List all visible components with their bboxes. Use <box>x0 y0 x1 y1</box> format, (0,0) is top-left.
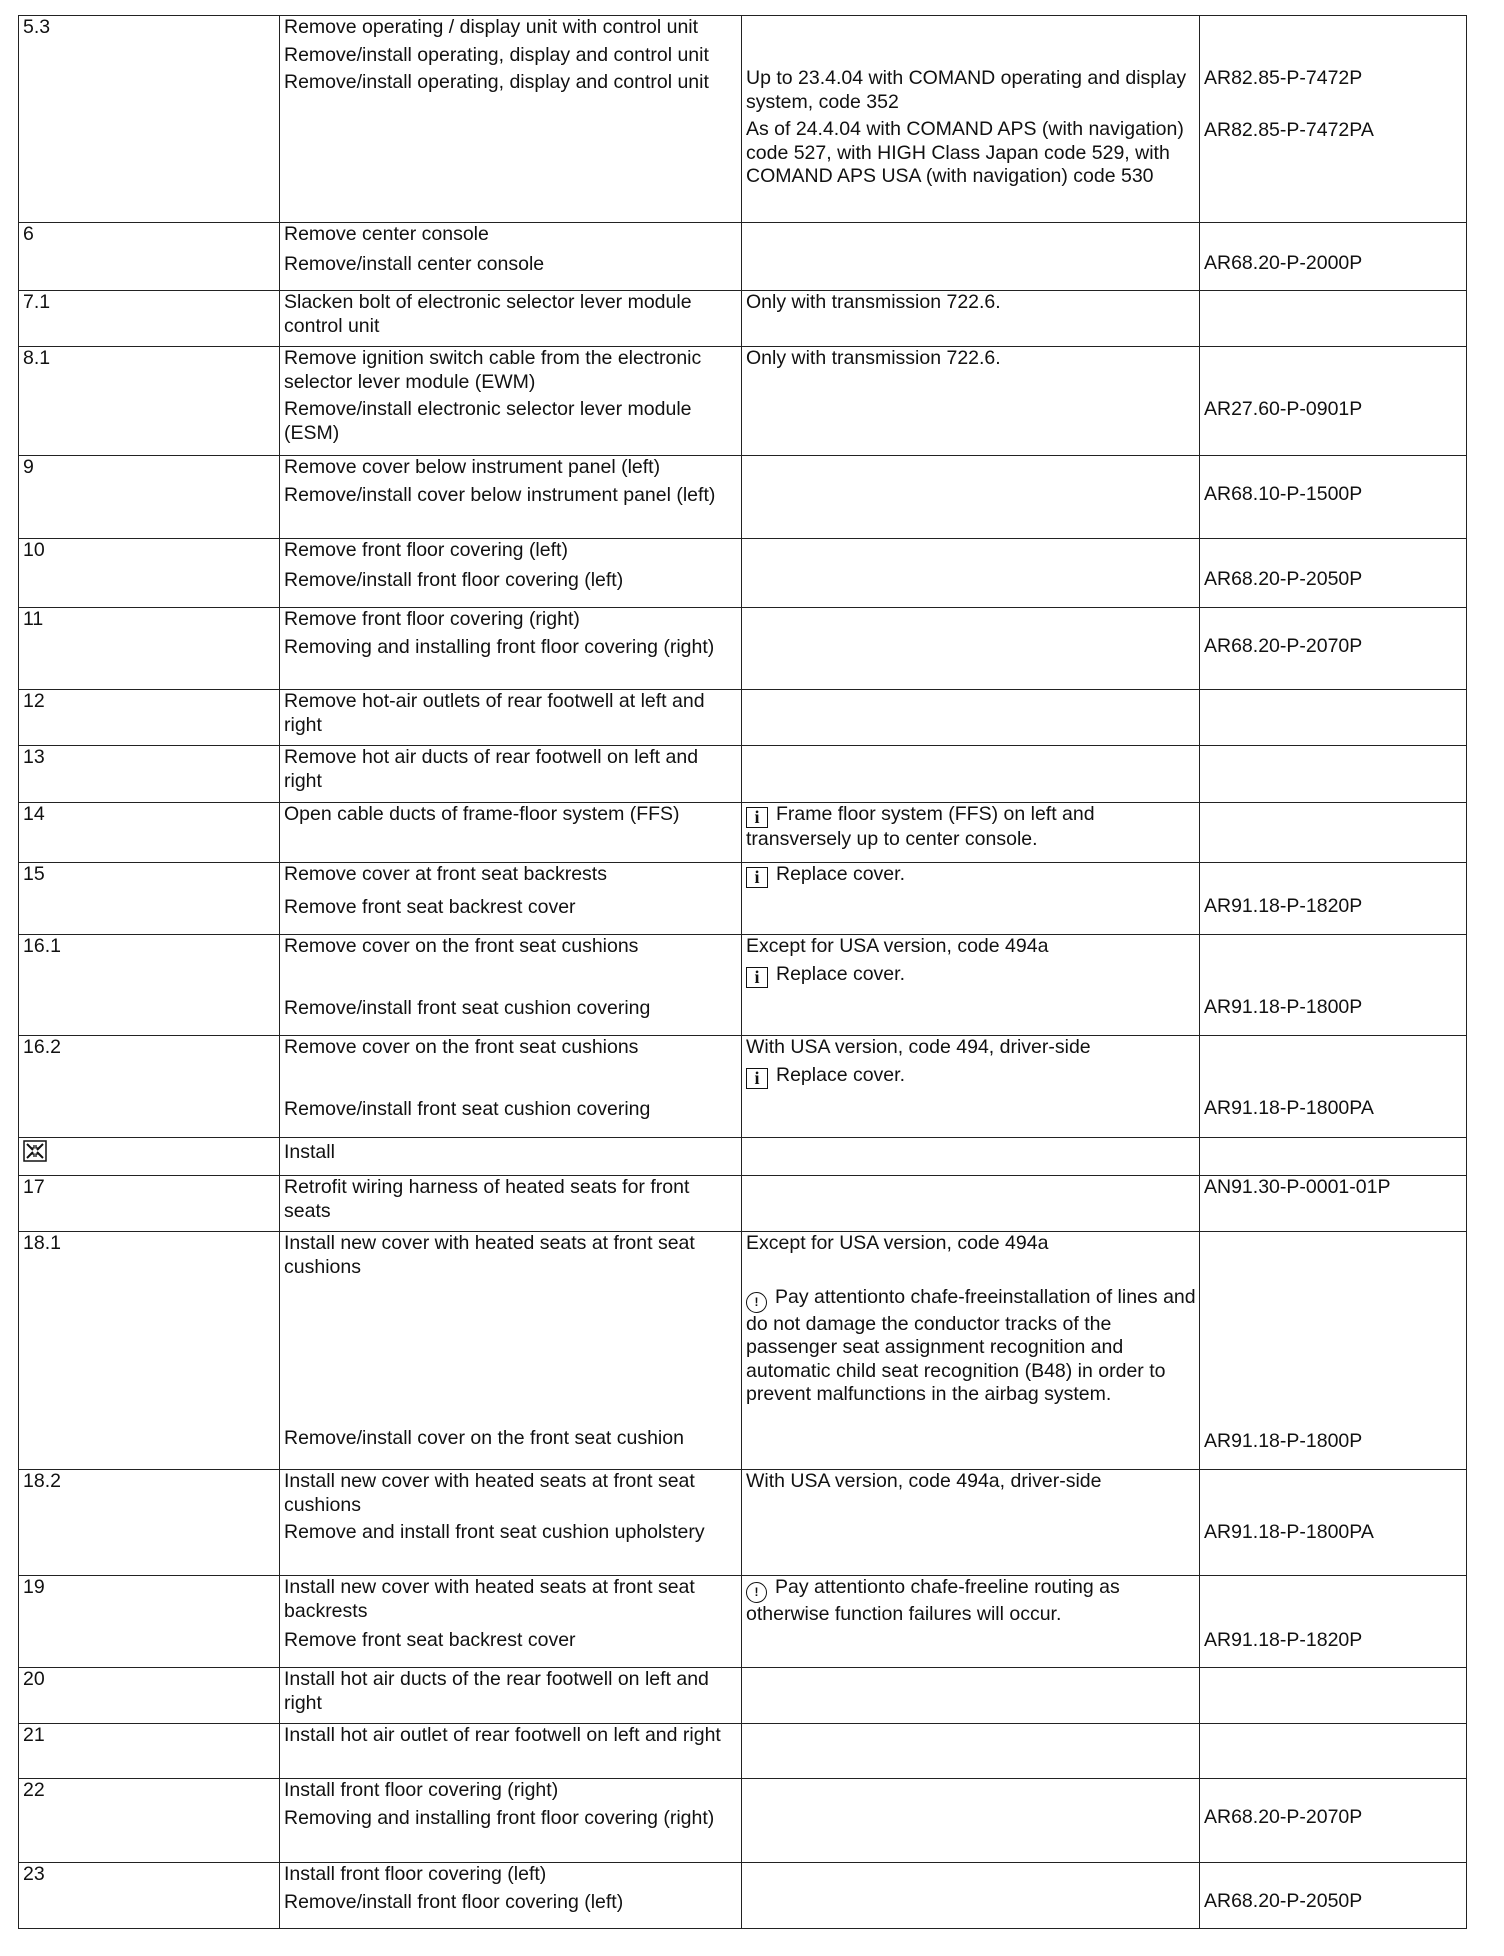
reference-cell <box>1200 539 1467 608</box>
step-number: 16.2 <box>23 1036 61 1058</box>
step-cell <box>19 1576 280 1668</box>
work-line: Remove/install center console <box>284 252 545 275</box>
work-line: Remove center console <box>284 223 489 245</box>
reference-cell <box>1200 935 1467 1036</box>
table-row <box>19 1470 1467 1576</box>
reference-cell <box>1200 1470 1467 1576</box>
work-line: Install hot air ducts of the rear footwell on left and right <box>284 1668 709 1714</box>
notes-cell <box>742 223 1200 291</box>
note-line: Up to 23.4.04 with COMAND operating and display system, code 352 <box>746 67 1187 113</box>
notes-cell <box>742 1668 1200 1724</box>
reference-cell <box>1200 803 1467 863</box>
work-line: Remove hot air ducts of rear footwell on left and right <box>284 746 699 792</box>
table-row <box>19 690 1467 746</box>
notes-cell <box>742 1232 1200 1470</box>
table-row <box>19 1036 1467 1138</box>
step-cell <box>19 690 280 746</box>
note-line: Only with transmission 722.6. <box>746 347 1001 369</box>
reference-cell <box>1200 608 1467 690</box>
document-reference: AR91.18-P-1800P <box>1204 1430 1363 1452</box>
work-line: Open cable ducts of frame-floor system (FFS) <box>284 803 680 825</box>
note-line: Replace cover. <box>776 863 905 885</box>
info-icon: i <box>746 807 768 828</box>
notes-cell <box>742 347 1200 456</box>
step-number: 19 <box>23 1576 45 1598</box>
step-cell <box>19 1779 280 1863</box>
step-number: 16.1 <box>23 935 61 957</box>
notes-cell <box>742 16 1200 223</box>
document-reference: AN91.30-P-0001-01P <box>1204 1176 1391 1198</box>
work-cell <box>280 1779 742 1863</box>
step-number: 9 <box>23 456 34 478</box>
step-cell <box>19 223 280 291</box>
work-line: Remove/install front floor covering (left) <box>284 1890 624 1913</box>
notes-cell <box>742 1576 1200 1668</box>
note-line: Pay attentionto chafe-freeline routing as otherwise function failures will occur. <box>746 1576 1120 1625</box>
work-line: Install new cover with heated seats at front seat backrests <box>284 1576 695 1622</box>
note-line: With USA version, code 494a, driver-side <box>746 1470 1102 1492</box>
work-line: Remove hot-air outlets of rear footwell at left and right <box>284 690 705 736</box>
notes-cell <box>742 1138 1200 1176</box>
document-reference: AR91.18-P-1820P <box>1204 895 1363 917</box>
table-row <box>19 1724 1467 1779</box>
notes-cell <box>742 291 1200 347</box>
work-line: Remove/install operating, display and control unit <box>284 43 709 66</box>
document-reference: AR68.20-P-2000P <box>1204 252 1363 274</box>
work-cell <box>280 608 742 690</box>
work-line: Install <box>284 1141 335 1163</box>
step-cell <box>19 746 280 803</box>
note-line: Except for USA version, code 494a <box>746 1232 1049 1254</box>
reference-cell <box>1200 16 1467 223</box>
step-number: 5.3 <box>23 16 51 38</box>
work-line: Slacken bolt of electronic selector lever module control unit <box>284 291 692 337</box>
step-number: 17 <box>23 1176 45 1198</box>
table-row <box>19 1668 1467 1724</box>
work-cell <box>280 223 742 291</box>
notes-cell <box>742 1036 1200 1138</box>
work-cell <box>280 1138 742 1176</box>
note-line: Pay attentionto chafe-freeinstallation of lines and do not damage the conductor tracks of the passenger seat assignment recognition and automatic child seat recognition (B48) in order to prevent malfunctions in the airbag system. <box>746 1285 1196 1405</box>
step-cell <box>19 291 280 347</box>
table-row <box>19 16 1467 223</box>
notes-cell <box>742 456 1200 539</box>
step-number: 15 <box>23 863 45 885</box>
step-cell <box>19 863 280 935</box>
document-reference: AR91.18-P-1800PA <box>1204 1097 1374 1119</box>
table-row <box>19 539 1467 608</box>
note-line: Except for USA version, code 494a <box>746 935 1049 957</box>
work-cell <box>280 803 742 863</box>
step-cell <box>19 1036 280 1138</box>
work-line: Remove front seat backrest cover <box>284 1629 576 1651</box>
document-reference: AR68.20-P-2070P <box>1204 635 1363 657</box>
note-line: Frame floor system (FFS) on left and transversely up to center console. <box>746 803 1095 850</box>
work-cell <box>280 1668 742 1724</box>
work-cell <box>280 1176 742 1232</box>
step-cell <box>19 1232 280 1470</box>
step-cell <box>19 539 280 608</box>
reference-cell <box>1200 223 1467 291</box>
install-icon <box>23 1140 47 1162</box>
note-line: Replace cover. <box>776 962 905 985</box>
table-row <box>19 456 1467 539</box>
document-reference: AR27.60-P-0901P <box>1204 398 1363 420</box>
document-reference: AR91.18-P-1820P <box>1204 1629 1363 1651</box>
step-cell <box>19 347 280 456</box>
document-reference: AR68.20-P-2050P <box>1204 1890 1363 1912</box>
notes-cell <box>742 1470 1200 1576</box>
reference-cell <box>1200 1668 1467 1724</box>
notes-cell <box>742 1863 1200 1929</box>
document-reference: AR82.85-P-7472P <box>1204 67 1363 89</box>
step-number: 22 <box>23 1779 45 1801</box>
work-line: Remove/install electronic selector lever module (ESM) <box>284 398 692 444</box>
document-reference: AR68.10-P-1500P <box>1204 483 1363 505</box>
work-line: Remove/install front seat cushion covering <box>284 1097 651 1120</box>
work-line: Install new cover with heated seats at front seat cushions <box>284 1470 695 1516</box>
notes-cell <box>742 608 1200 690</box>
work-cell <box>280 1470 742 1576</box>
work-line: Remove ignition switch cable from the electronic selector lever module (EWM) <box>284 347 702 393</box>
table-row <box>19 1576 1467 1668</box>
work-cell <box>280 935 742 1036</box>
reference-cell <box>1200 1176 1467 1232</box>
warning-icon: ! <box>746 1292 767 1313</box>
work-cell <box>280 1232 742 1470</box>
work-line: Remove cover at front seat backrests <box>284 863 607 885</box>
info-icon: i <box>746 1068 768 1089</box>
table-row <box>19 863 1467 935</box>
work-line: Remove operating / display unit with control unit <box>284 16 699 38</box>
notes-cell <box>742 863 1200 935</box>
reference-cell <box>1200 1863 1467 1929</box>
info-icon: i <box>746 867 768 888</box>
work-cell <box>280 291 742 347</box>
step-cell <box>19 1138 280 1176</box>
work-line: Remove/install operating, display and control unit <box>284 71 709 93</box>
reference-cell <box>1200 456 1467 539</box>
reference-cell <box>1200 1036 1467 1138</box>
notes-cell <box>742 690 1200 746</box>
work-cell <box>280 456 742 539</box>
reference-cell <box>1200 1232 1467 1470</box>
table-row <box>19 935 1467 1036</box>
work-cell <box>280 746 742 803</box>
work-cell <box>280 347 742 456</box>
work-cell <box>280 1036 742 1138</box>
warning-icon: ! <box>746 1582 767 1603</box>
work-line: Remove and install front seat cushion upholstery <box>284 1521 705 1543</box>
note-line: Only with transmission 722.6. <box>746 291 1001 313</box>
work-line: Remove/install cover on the front seat cushion <box>284 1427 684 1449</box>
table-row <box>19 1176 1467 1232</box>
notes-cell <box>742 935 1200 1036</box>
step-number: 20 <box>23 1668 45 1690</box>
work-cell <box>280 16 742 223</box>
step-cell <box>19 1724 280 1779</box>
reference-cell <box>1200 863 1467 935</box>
work-line: Remove cover on the front seat cushions <box>284 1036 639 1058</box>
reference-cell <box>1200 1138 1467 1176</box>
step-cell <box>19 16 280 223</box>
notes-cell <box>742 746 1200 803</box>
step-number: 21 <box>23 1724 45 1746</box>
step-number: 6 <box>23 223 34 245</box>
reference-cell <box>1200 347 1467 456</box>
step-number: 12 <box>23 690 45 712</box>
step-cell <box>19 803 280 863</box>
work-line: Remove front floor covering (left) <box>284 539 568 561</box>
work-cell <box>280 1724 742 1779</box>
table-row <box>19 608 1467 690</box>
notes-cell <box>742 803 1200 863</box>
table-row <box>19 746 1467 803</box>
table-row <box>19 223 1467 291</box>
work-line: Remove front seat backrest cover <box>284 895 576 918</box>
reference-cell <box>1200 291 1467 347</box>
work-line: Remove/install front floor covering (left) <box>284 568 624 591</box>
step-cell <box>19 1863 280 1929</box>
work-line: Install front floor covering (right) <box>284 1779 559 1801</box>
document-reference: AR91.18-P-1800PA <box>1204 1521 1374 1543</box>
note-line: Replace cover. <box>776 1063 905 1086</box>
work-line: Remove cover on the front seat cushions <box>284 935 639 957</box>
work-line: Removing and installing front floor covering (right) <box>284 635 715 658</box>
step-number: 8.1 <box>23 347 51 369</box>
notes-cell <box>742 1176 1200 1232</box>
table-row <box>19 291 1467 347</box>
work-cell <box>280 1576 742 1668</box>
work-cell <box>280 539 742 608</box>
step-number: 7.1 <box>23 291 51 313</box>
work-line: Remove/install cover below instrument panel (left) <box>284 483 716 506</box>
notes-cell <box>742 539 1200 608</box>
reference-cell <box>1200 1724 1467 1779</box>
reference-cell <box>1200 1779 1467 1863</box>
table-row <box>19 1138 1467 1176</box>
work-line: Remove cover below instrument panel (left) <box>284 456 661 478</box>
step-number: 11 <box>23 608 44 630</box>
table-row <box>19 1779 1467 1863</box>
step-number: 18.1 <box>23 1232 61 1254</box>
document-reference: AR68.20-P-2070P <box>1204 1806 1363 1828</box>
document-reference: AR91.18-P-1800P <box>1204 996 1363 1018</box>
step-cell <box>19 1668 280 1724</box>
work-line: Install hot air outlet of rear footwell on left and right <box>284 1724 721 1746</box>
step-cell <box>19 456 280 539</box>
notes-cell <box>742 1724 1200 1779</box>
table-row <box>19 1232 1467 1470</box>
reference-cell <box>1200 1576 1467 1668</box>
step-number: 18.2 <box>23 1470 61 1492</box>
work-cell <box>280 690 742 746</box>
notes-cell <box>742 1779 1200 1863</box>
step-cell <box>19 1176 280 1232</box>
table-row <box>19 347 1467 456</box>
reference-cell <box>1200 690 1467 746</box>
document-reference: AR82.85-P-7472PA <box>1204 118 1374 141</box>
procedure-table <box>18 15 1467 1929</box>
step-number: 10 <box>23 539 45 561</box>
document-reference: AR68.20-P-2050P <box>1204 568 1363 590</box>
table-row <box>19 1863 1467 1929</box>
work-line: Removing and installing front floor covering (right) <box>284 1806 715 1829</box>
step-number: 14 <box>23 803 45 825</box>
table-row <box>19 803 1467 863</box>
work-cell <box>280 863 742 935</box>
note-line: As of 24.4.04 with COMAND APS (with navigation) code 527, with HIGH Class Japan code 529, with COMAND APS USA (with navigation) code 530 <box>746 118 1184 187</box>
step-cell <box>19 935 280 1036</box>
work-line: Install front floor covering (left) <box>284 1863 547 1885</box>
step-number: 23 <box>23 1863 45 1885</box>
step-cell <box>19 608 280 690</box>
note-line: With USA version, code 494, driver-side <box>746 1036 1091 1058</box>
work-line: Install new cover with heated seats at front seat cushions <box>284 1232 695 1278</box>
step-cell <box>19 1470 280 1576</box>
work-line: Remove/install front seat cushion covering <box>284 996 651 1019</box>
work-line: Remove front floor covering (right) <box>284 608 580 630</box>
info-icon: i <box>746 967 768 988</box>
work-cell <box>280 1863 742 1929</box>
reference-cell <box>1200 746 1467 803</box>
work-line: Retrofit wiring harness of heated seats for front seats <box>284 1176 690 1222</box>
step-number: 13 <box>23 746 45 768</box>
